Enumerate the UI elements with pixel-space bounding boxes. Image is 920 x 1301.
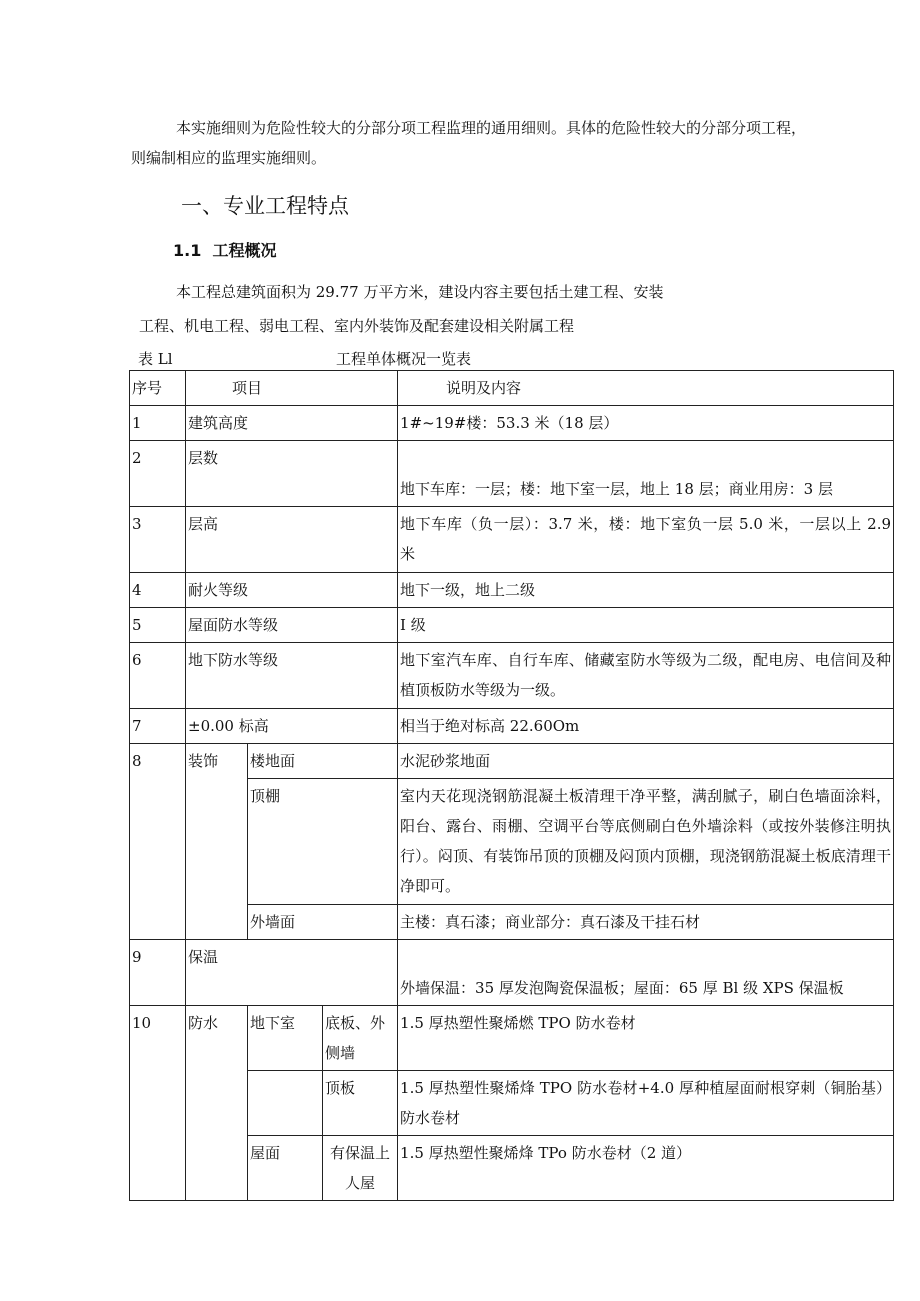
header-desc: 说明及内容 xyxy=(398,371,894,406)
subsection-title: 工程概况 xyxy=(212,241,277,260)
header-item: 项目 xyxy=(186,371,398,406)
overview-line-1: 本工程总建筑面积为 29.77 万平方米，建设内容主要包括土建工程、安装 xyxy=(176,283,664,301)
row-desc: 地下车库（负一层）：3.7 米，楼：地下室负一层 5.0 米，一层以上 2.9 米 xyxy=(398,507,894,573)
row-item: 耐火等级 xyxy=(186,573,398,608)
row-desc: 地下车库：一层；楼：地下室一层，地上 18 层；商业用房：3 层 xyxy=(398,441,894,507)
table-row xyxy=(130,441,894,507)
row-desc: 地下室汽车库、自行车库、储藏室防水等级为二级，配电房、电信间及种植顶板防水等级为一级。 xyxy=(398,643,894,709)
table-row xyxy=(130,406,894,441)
row-no: 9 xyxy=(130,940,186,1006)
subsection-number: 1.1 xyxy=(173,241,202,260)
table-header-row xyxy=(130,371,894,406)
row-no: 6 xyxy=(130,643,186,709)
row-no: 7 xyxy=(130,709,186,744)
overview-line-2: 工程、机电工程、弱电工程、室内外装饰及配套建设相关附属工程 xyxy=(139,317,575,335)
row-no: 2 xyxy=(130,441,186,507)
table-row xyxy=(130,573,894,608)
row-desc: I 级 xyxy=(398,608,894,643)
row-item: 装饰 xyxy=(186,744,248,940)
row-desc: 1#~19#楼：53.3 米（18 层） xyxy=(398,406,894,441)
subsection-heading xyxy=(173,241,277,261)
row-desc: 1.5 厚热塑性聚烯烽 TPo 防水卷材（2 道） xyxy=(398,1136,894,1201)
intro-line-1: 本实施细则为危险性较大的分部分项工程监理的通用细则。具体的危险性较大的分部分项工程， xyxy=(176,119,807,137)
table-caption-title: 工程单体概况一览表 xyxy=(336,350,472,368)
table-row xyxy=(130,507,894,573)
row-desc: 相当于绝对标高 22.60Om xyxy=(398,709,894,744)
row-no: 10 xyxy=(130,1006,186,1201)
row-subsubitem: 有保温上人屋 xyxy=(323,1136,398,1201)
intro-line-2: 则编制相应的监理实施细则。 xyxy=(131,149,327,167)
row-item: 地下防水等级 xyxy=(186,643,398,709)
row-desc: 地下一级，地上二级 xyxy=(398,573,894,608)
row-item: 屋面防水等级 xyxy=(186,608,398,643)
header-no: 序号 xyxy=(130,371,186,406)
table-row xyxy=(130,643,894,709)
row-desc: 1.5 厚热塑性聚烯烽 TPO 防水卷材+4.0 厚种植屋面耐根穿刺（铜胎基）防水卷材 xyxy=(398,1071,894,1136)
row-no: 1 xyxy=(130,406,186,441)
row-subitem: 顶棚 xyxy=(248,779,398,905)
table-row xyxy=(130,1006,894,1071)
project-overview-table xyxy=(129,370,894,1201)
table-row xyxy=(130,940,894,1006)
row-no: 3 xyxy=(130,507,186,573)
row-item: 层数 xyxy=(186,441,398,507)
row-subitem xyxy=(248,1071,323,1136)
row-subitem: 外墙面 xyxy=(248,905,398,940)
row-subsubitem: 顶板 xyxy=(323,1071,398,1136)
table-caption-number: 表 Ll xyxy=(138,350,173,368)
row-subitem: 屋面 xyxy=(248,1136,323,1201)
row-item: ±0.00 标高 xyxy=(186,709,398,744)
table-row xyxy=(130,744,894,779)
table-row xyxy=(130,709,894,744)
row-no: 5 xyxy=(130,608,186,643)
row-item: 防水 xyxy=(186,1006,248,1201)
row-no: 8 xyxy=(130,744,186,940)
row-desc: 主楼：真石漆；商业部分：真石漆及干挂石材 xyxy=(398,905,894,940)
row-subitem: 地下室 xyxy=(248,1006,323,1071)
row-desc: 1.5 厚热塑性聚烯燃 TPO 防水卷材 xyxy=(398,1006,894,1071)
row-item: 保温 xyxy=(186,940,398,1006)
row-subitem: 楼地面 xyxy=(248,744,398,779)
table-row xyxy=(130,608,894,643)
row-desc: 水泥砂浆地面 xyxy=(398,744,894,779)
row-desc: 外墙保温：35 厚发泡陶瓷保温板；屋面：65 厚 Bl 级 XPS 保温板 xyxy=(398,940,894,1006)
row-item: 层高 xyxy=(186,507,398,573)
row-subsubitem: 底板、外侧墙 xyxy=(323,1006,398,1071)
row-desc: 室内天花现浇钢筋混凝土板清理干净平整，满刮腻子，刷白色墙面涂料，阳台、露台、雨棚、空调平台等底侧刷白色外墙涂料（或按外装修注明执行）。闷顶、有装饰吊顶的顶棚及闷顶内顶棚，现浇钢筋混凝土板底清理干净即可。 xyxy=(398,779,894,905)
row-item: 建筑高度 xyxy=(186,406,398,441)
row-no: 4 xyxy=(130,573,186,608)
section-heading: 一、专业工程特点 xyxy=(181,194,349,218)
